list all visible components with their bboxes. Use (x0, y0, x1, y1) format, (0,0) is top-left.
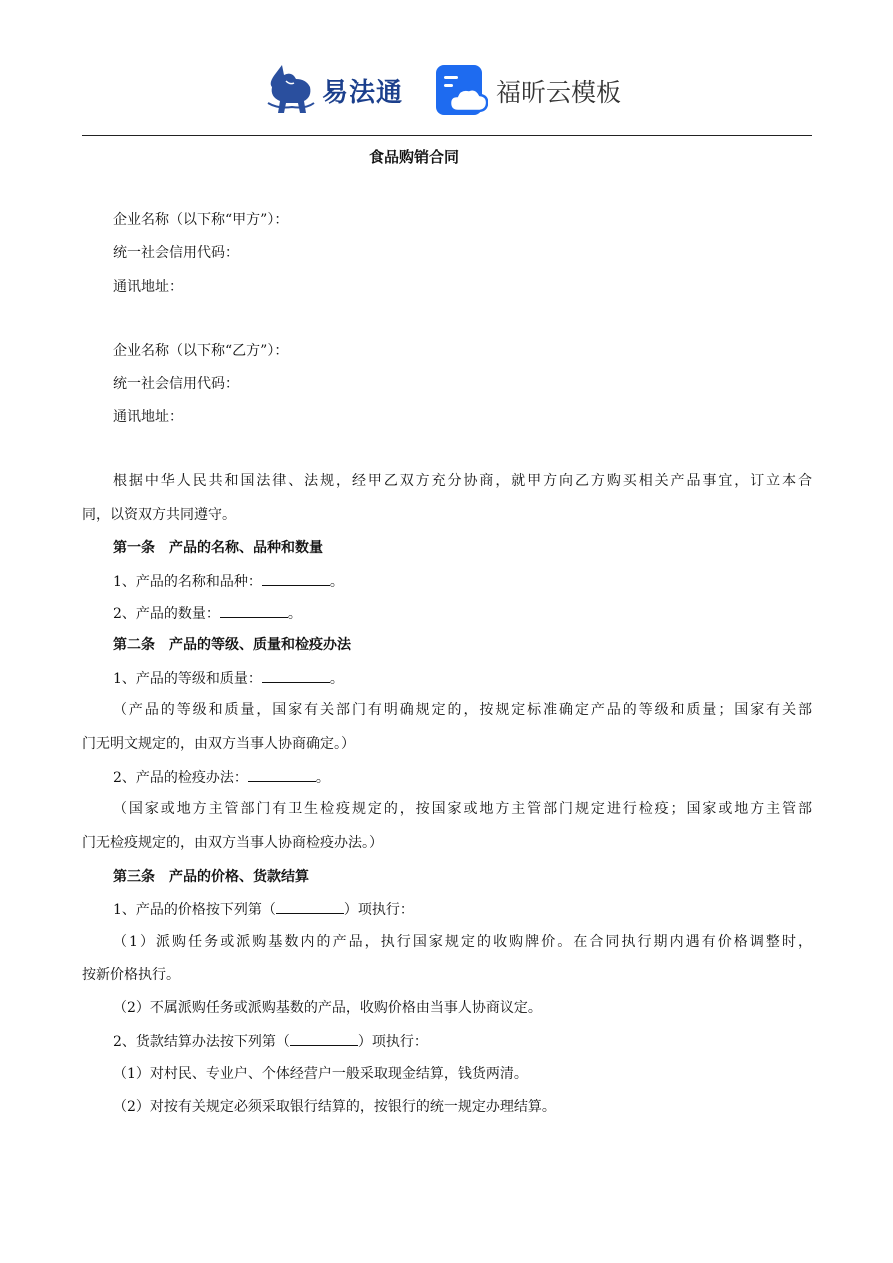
article-3-payment-2: （2）对按有关规定必须采取银行结算的，按银行的统一规定办理结算。 (113, 1099, 556, 1115)
article-1-item-2 (113, 603, 302, 624)
party-b-code: 统一社会信用代码： (113, 376, 239, 392)
article-3-item-1-label: 1、产品的价格按下列第（ (113, 902, 276, 918)
product-quantity-blank[interactable] (220, 603, 288, 618)
article-2-note-1-line-2: 门无明文规定的，由双方当事人协商确定。） (82, 736, 355, 752)
article-3-item-2-label: 2、货款结算办法按下列第（ (113, 1034, 290, 1050)
article-3-payment-1: （1）对村民、专业户、个体经营户一般采取现金结算，钱货两清。 (113, 1066, 528, 1082)
article-2-item-1 (113, 668, 344, 689)
article-3-heading: 第三条 产品的价格、货款结算 (113, 869, 309, 885)
article-2-item-1-end: 。 (329, 671, 344, 687)
article-2-note-1-line-1: （产品的等级和质量，国家有关部门有明确规定的，按规定标准确定产品的等级和质量；国家有关部 (113, 702, 812, 718)
yifatong-logo (262, 62, 412, 118)
logo2-text: 福昕云模板 (496, 78, 622, 107)
header-divider (82, 135, 812, 136)
fuxin-logo (436, 64, 621, 118)
party-b-address: 通讯地址： (113, 409, 183, 425)
article-2-note-2-line-2: 门无检疫规定的，由双方当事人协商检疫办法。） (82, 835, 383, 851)
article-2-note-2-line-1: （国家或地方主管部门有卫生检疫规定的，按国家或地方主管部门规定进行检疫；国家或地方主管部 (113, 801, 812, 817)
article-3-option-2: （2）不属派购任务或派购基数的产品，收购价格由当事人协商议定。 (113, 1000, 542, 1016)
article-1-item-1-label: 1、产品的名称和品种： (113, 574, 262, 590)
product-grade-blank[interactable] (262, 668, 330, 683)
intro-line-1: 根据中华人民共和国法律、法规，经甲乙双方充分协商，就甲方向乙方购买相关产品事宜，订立本合 (113, 473, 812, 489)
party-a-address: 通讯地址： (113, 279, 183, 295)
page-header (0, 0, 893, 136)
article-3-item-1-end: ）项执行： (343, 902, 414, 918)
product-name-blank[interactable] (262, 571, 330, 586)
cloud-document-icon (436, 65, 488, 117)
article-1-item-2-label: 2、产品的数量： (113, 606, 220, 622)
logo1-text: 易法通 (322, 77, 404, 108)
unicorn-logo-icon (262, 63, 318, 117)
article-2-item-2 (113, 767, 330, 788)
article-1-heading: 第一条 产品的名称、品种和数量 (113, 540, 323, 556)
payment-option-blank[interactable] (290, 1031, 358, 1046)
article-3-item-2-end: ）项执行： (357, 1034, 428, 1050)
price-option-blank[interactable] (276, 899, 344, 914)
article-2-heading: 第二条 产品的等级、质量和检疫办法 (113, 637, 351, 653)
article-1-item-1-end: 。 (329, 574, 344, 590)
article-2-item-2-end: 。 (315, 770, 330, 786)
article-3-option-1-line-2: 按新价格执行。 (82, 967, 180, 983)
article-2-item-2-label: 2、产品的检疫办法： (113, 770, 248, 786)
article-2-item-1-label: 1、产品的等级和质量： (113, 671, 262, 687)
party-b-name: 企业名称（以下称“乙方”）： (113, 343, 289, 359)
article-1-item-2-end: 。 (287, 606, 302, 622)
article-3-item-1 (113, 899, 414, 920)
document-title: 食品购销合同 (368, 148, 459, 166)
article-3-option-1-line-1: （1）派购任务或派购基数内的产品，执行国家规定的收购牌价。在合同执行期内遇有价格调整时， (113, 934, 812, 950)
article-1-item-1 (113, 571, 344, 592)
article-3-item-2 (113, 1031, 428, 1052)
intro-line-2: 同，以资双方共同遵守。 (82, 507, 236, 523)
party-a-name: 企业名称（以下称“甲方”）： (113, 212, 289, 228)
party-a-code: 统一社会信用代码： (113, 245, 239, 261)
quarantine-method-blank[interactable] (248, 767, 316, 782)
